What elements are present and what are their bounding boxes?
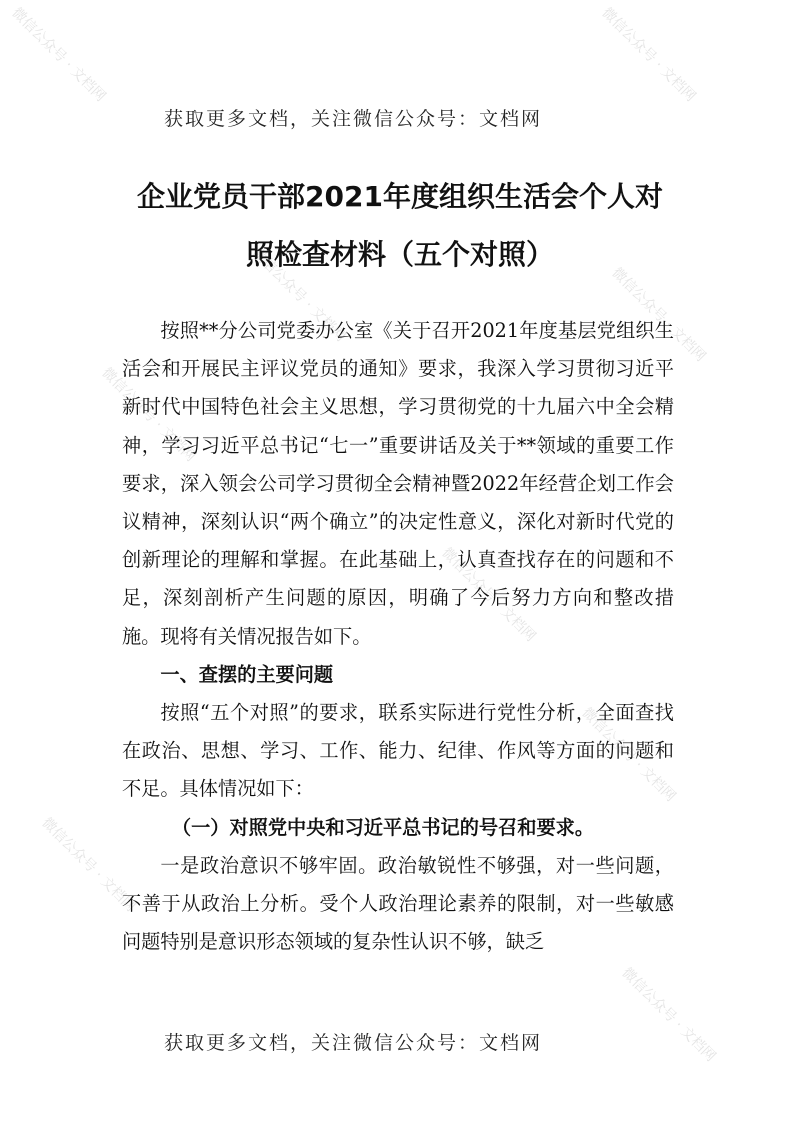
document-title [110, 168, 690, 284]
page-header: 获取更多文档，关注微信公众号：文档网 [164, 108, 543, 130]
section-heading: 一、查摆的主要问题 [160, 662, 334, 686]
watermark: 微信公众号 · 文档网 [98, 364, 199, 465]
subsection-heading: （一）对照党中央和习近平总书记的号召和要求。 [171, 815, 595, 839]
watermark: 微信公众号 · 文档网 [8, 4, 109, 105]
watermark: 微信公众号 · 文档网 [438, 544, 539, 645]
document-body [122, 312, 674, 961]
watermark: 微信公众号 · 文档网 [608, 264, 709, 365]
page-footer: 获取更多文档，关注微信公众号：文档网 [164, 1032, 543, 1054]
watermark: 微信公众号 · 文档网 [618, 964, 719, 1065]
watermark: 微信公众号 · 文档网 [598, 4, 699, 105]
section-paragraph: 按照“五个对照”的要求，联系实际进行党性分析，全面查找在政治、思想、学习、工作、能力、纪律、作风等方面的问题和不足。具体情况如下： [122, 701, 674, 801]
title-line-2: 照检查材料（五个对照） [245, 238, 554, 271]
watermark: 微信公众号 · 文档网 [578, 704, 679, 805]
watermark: 微信公众号 · 文档网 [248, 244, 349, 345]
title-line-1: 企业党员干部2021年度组织生活会个人对 [137, 180, 663, 213]
subsection-paragraph: 一是政治意识不够牢固。政治敏锐性不够强，对一些问题，不善于从政治上分析。受个人政治理论素养的限制，对一些敏感问题特别是意识形态领域的复杂性认识不够，缺乏 [122, 853, 674, 954]
intro-paragraph: 按照**分公司党委办公室《关于召开2021年度基层党组织生活会和开展民主评议党员的通知》要求，我深入学习贯彻习近平新时代中国特色社会主义思想，学习贯彻党的十九届六中全会精神，学习习近平总书记“七一”重要讲话及关于**领域的重要工作要求，深入领会公司学习贯彻全会精神暨2022年经营企划工作会议精神，深刻认识“两个确立”的决定性意义，深化对新时代党的创新理论的理解和掌握。在此基础上，认真查找存在的问题和不足，深刻剖析产生问题的原因，明确了今后努力方向和整改措施。现将有关情况报告如下。 [122, 319, 674, 648]
watermark: 微信公众号 · 文档网 [38, 814, 139, 915]
